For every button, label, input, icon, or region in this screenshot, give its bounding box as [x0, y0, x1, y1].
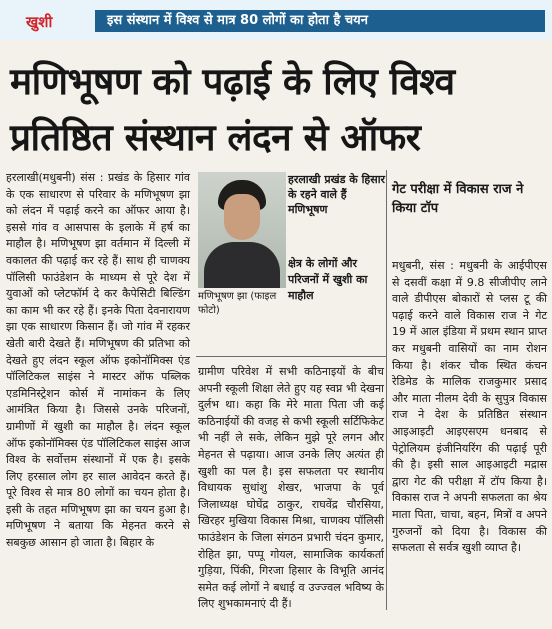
horizontal-divider [196, 356, 386, 357]
sidebar-story-title: गेट परीक्षा में विकास राज ने किया टॉप [392, 182, 524, 216]
article-column-1: हरलाखी(मधुबनी) संस : प्रखंड के हिसार गांव के एक साधारण से परिवार के मणिभूषण झा को लंदन में पढ़ाई करने का ऑफर आया है। इससे गांव व आसपास के इलाके में हर्ष का माहौल है। मणिभूषण झा वर्तमान में दिल्ली में वकालत की पढ़ाई कर रहे हैं। साथ ही चाणक्य पॉलिसी फाउंडेशन के माध्यम से पूरे देश में युवाओं को प्लेटफॉर्म दे कर कैपेसिटी बिल्डिंग का काम भी कर रहे हैं। इनके पिता देवनारायण झा एक साधारण किसान हैं। जो गांव में रहकर खेती बारी देखते हैं। मणिभूषण की प्रतिभा को देखते हुए लंदन स्कूल ऑफ इकोनॉमिक्स एंड पॉलिटिकल साइंस ने मास्टर ऑफ पब्लिक एडमिनिस्ट्रेशन कोर्स में नामांकन के लिए आमंत्रित किया है। जिससे उनके परिजनों, ग्रामीणों में खुशी का माहौल है। लंदन स्कूल ऑफ इकोनॉमिक्स एंड पॉलिटिकल साइंस आज विश्व के सर्वोत्तम संस्थानों में एक है। इसके लिए हरसाल लोग हर साल आवेदन करते हैं। पूरे विश्व से मात्र 80 लोगों का चयन होता है। इसी के तहत मणिभूषण झा का चयन हुआ है। मणिभूषण ने बताया कि मेहनत करने से सबकुछ आसान हो जाता है। बिहार के [6, 171, 190, 550]
vertical-divider [386, 170, 387, 610]
photo-caption: मणिभूषण झा (फाइल फोटो) [198, 291, 277, 316]
side-highlight-2: क्षेत्र के लोगों और परिजनों में खुशी का माहौल [288, 257, 368, 302]
photo-shirt [204, 242, 280, 288]
headline: मणिभूषण को पढ़ाई के लिए विश्व प्रतिष्ठित संस्थान लंदन से ऑफर [10, 60, 455, 159]
kicker-bar: इस संस्थान में विश्व से मात्र 80 लोगों का होता है चयन [95, 10, 545, 32]
sidebar-story-text: मधुबनी, संस : मधुबनी के आईपीएस से दसवीं कक्षा में 9.8 सीजीपीए लाने वाले डीपीएस बोकारों से प्लस टू की पढ़ाई करने वाले विकास राज ने गेट 19 में आल इंडिया में प्रथम स्थान प्राप्त कर मधुबनी वासियों का नाम रोशन किया है। शंकर चौक स्थित कंचन रेडिमेड के मालिक राजकुमार प्रसाद और माता नीलम देवी के सुपुत्र विकास राज ने देश के प्रतिष्ठित संस्थान आइआइटी आइएसएम धनबाद से पेट्रोलियम इंजीनियरिंग की पढ़ाई पूरी की है। इसी साल आइआइटी मद्रास द्वारा गेट की परीक्षा में टॉप किया है। विकास राज ने अपनी सफलता का श्रेय माता पिता, चाचा, बहन, मित्रों व अपने गुरुजनों को दिया है। विकास की सफलता से सर्वत्र खुशी व्याप्त है। [392, 259, 547, 555]
photo-face [224, 194, 260, 240]
photo-manibhushan [198, 172, 286, 288]
side-highlight-1: हरलाखी प्रखंड के हिसार के रहने वाले हैं मणिभूषण [288, 173, 386, 216]
article-column-2: ग्रामीण परिवेश में सभी कठिनाइयों के बीच अपनी स्कूली शिक्षा लेते हुए यह स्वप्न भी देखना दुर्लभ था। कहा कि मेरे माता पिता जी कई कठिनाईयों की वजह से कभी स्कूली सर्टिफिकेट भी नहीं ले सके, लेकिन मुझे पूरे लगन और मेहनत से पढ़ाया। आज उनके लिए अत्यंत ही खुशी का पल है। इस सफलता पर स्थानीय विधायक सुधांशु शेखर, भाजपा के पूर्व जिलाध्यक्ष घोघेंद्र ठाकुर, राघवेंद्र चौरसिया, खिरहर मुखिया विकास मिश्रा, चाणक्य पॉलिसी फाउंडेशन के जिला संगठन प्रभारी चंदन कुमार, रोहित झा, पप्पू गोयल, सामाजिक कार्यकर्ता गुड़िया, पिंकी, गिरजा हिसार के विभूति आनंद समेत कई लोगों ने बधाई व उज्ज्वल भविष्य के लिए शुभकामनाएं दी हैं। [198, 365, 384, 611]
section-tag: खुशी [26, 13, 53, 31]
